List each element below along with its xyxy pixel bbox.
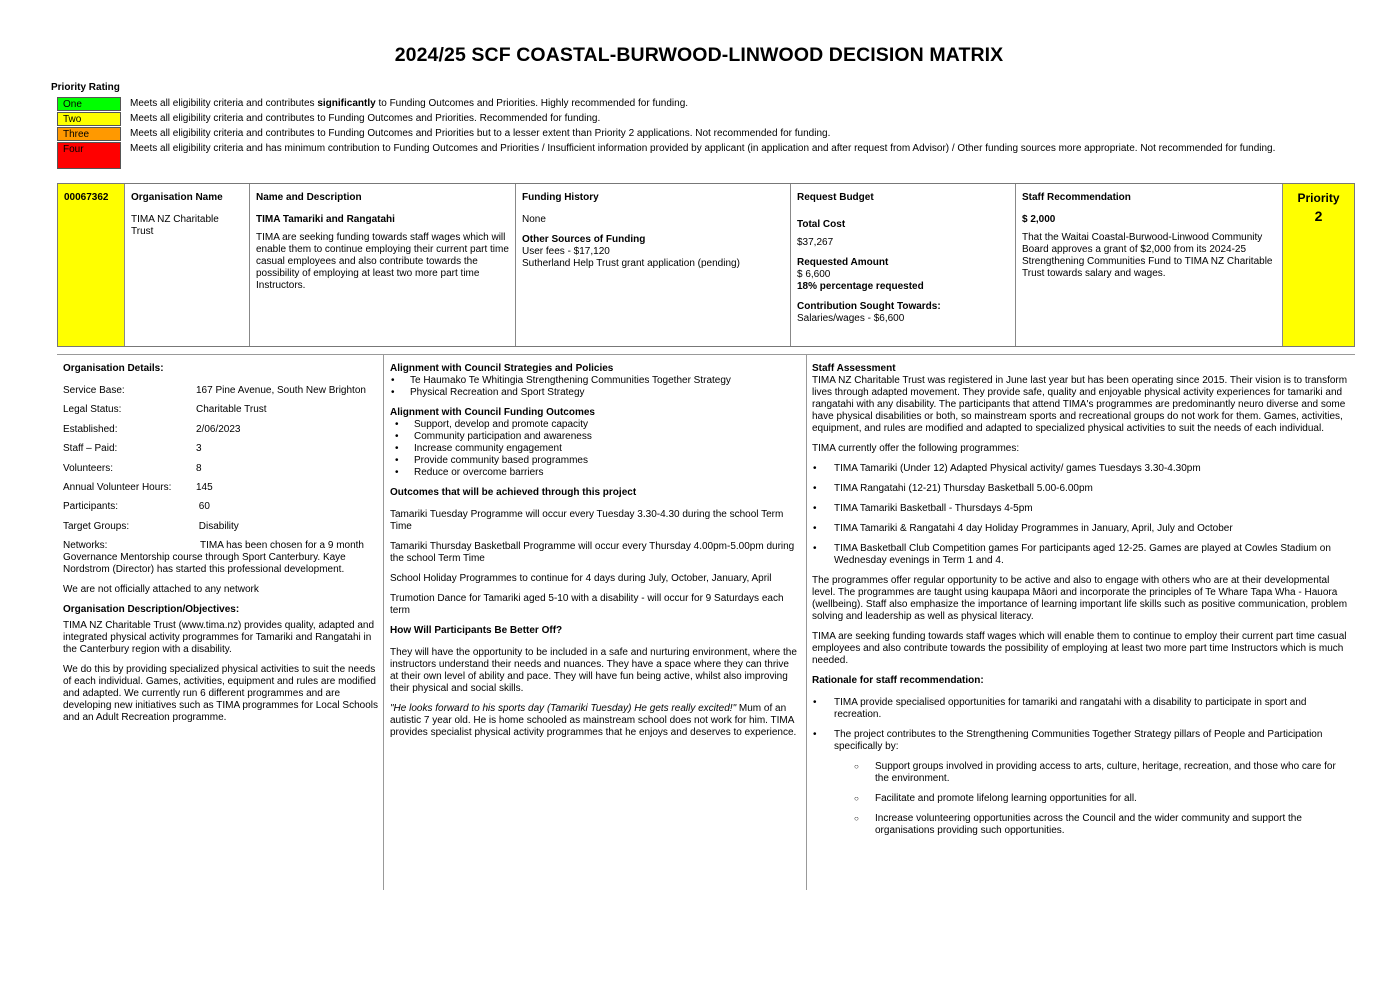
name-description-header: Name and Description <box>256 192 362 203</box>
achieved-heading: Outcomes that will be achieved through this project <box>390 487 637 498</box>
org-detail-row: Service Base: 167 Pine Avenue, South New Brighton <box>63 385 366 396</box>
total-cost-label: Total Cost <box>797 219 846 230</box>
priority-swatch: Three <box>57 127 121 141</box>
column-divider <box>806 355 807 890</box>
organisation-name-cell <box>125 184 250 346</box>
networks-text: Governance Mentorship course through Sport Canterbury. Kaye Nordstrom (Director) has started this professional development. <box>63 552 346 576</box>
priority-rating-heading: Priority Rating <box>51 82 120 93</box>
list-item: • Increase community engagement <box>394 443 800 455</box>
org-detail-row: Volunteers: 8 <box>63 462 202 474</box>
organisation-name-header: Organisation Name <box>131 192 223 203</box>
staff-recommendation-header: Staff Recommendation <box>1022 192 1131 203</box>
org-detail-row: Staff – Paid: 3 <box>63 443 202 455</box>
outcomes-list <box>390 419 800 479</box>
list-item: • Reduce or overcome barriers <box>394 467 800 479</box>
list-item: • TIMA Tamariki & Rangatahi 4 day Holiday Programmes in January, April, July and October <box>812 523 1350 535</box>
organisation-description: TIMA NZ Charitable Trust (www.tima.nz) provides quality, adapted and integrated physical activity programmes for Tamariki and Rangatahi in the Canterbury region with a disability. <box>63 620 375 656</box>
list-item: • TIMA provide specialised opportunities for tamariki and rangatahi with a disability to participate in sport and recreation. <box>812 697 1350 721</box>
application-summary-table <box>57 183 1355 347</box>
list-item: • TIMA Tamariki Basketball - Thursdays 4-5pm <box>812 503 1350 515</box>
organisation-description-heading: Organisation Description/Objectives: <box>63 604 240 616</box>
requested-amount: $ 6,600 <box>797 269 831 280</box>
priority-description: Meets all eligibility criteria and contributes to Funding Outcomes and Priorities but to a lesser extent than Priority 2 applications. Not recommended for funding. <box>130 128 831 139</box>
name-description-cell <box>250 184 516 346</box>
priority-description: Meets all eligibility criteria and contributes to Funding Outcomes and Priorities. Recommended for funding. <box>130 113 601 124</box>
list-item: • The project contributes to the Strengthening Communities Together Strategy pillars of People and Participation specifically by: <box>812 729 1350 753</box>
funding-history-cell <box>516 184 791 346</box>
org-detail-row: Participants: 60 <box>63 501 210 513</box>
list-item: ○ Support groups involved in providing access to arts, culture, heritage, recreation, and those who care for the environment. <box>812 761 1350 785</box>
strategies-heading: Alignment with Council Strategies and Policies <box>390 363 614 374</box>
org-detail-row: Established: 2/06/2023 <box>63 423 241 435</box>
list-item: • Physical Recreation and Sport Strategy <box>390 387 800 399</box>
org-detail-row: Annual Volunteer Hours: 145 <box>63 481 213 493</box>
attachment-note: We are not officially attached to any network <box>63 584 259 596</box>
staff-recommendation-text: That the Waitai Coastal-Burwood-Linwood Community Board approves a grant of $2,000 from its 2024-25 Strengthening Communities Fund to TIMA NZ Charitable Trust towards salary and wages. <box>1022 232 1273 279</box>
project-name: TIMA Tamariki and Rangatahi <box>256 214 395 225</box>
list-item: ○ Facilitate and promote lifelong learning opportunities for all. <box>812 793 1350 805</box>
requested-amount-label: Requested Amount <box>797 257 889 268</box>
priority-cell <box>1283 184 1354 346</box>
other-source: User fees - $17,120 <box>522 246 610 257</box>
priority-swatch: Four <box>57 142 121 169</box>
section-divider <box>57 354 1355 355</box>
achieved-item: Tamariki Tuesday Programme will occur every Tuesday 3.30-4.30 during the school Term Time <box>390 509 784 532</box>
priority-swatch: Two <box>57 112 121 126</box>
column-divider <box>383 355 384 890</box>
other-sources-label: Other Sources of Funding <box>522 234 646 245</box>
priority-swatch: One <box>57 97 121 111</box>
request-budget-cell <box>791 184 1016 346</box>
outcomes-heading: Alignment with Council Funding Outcomes <box>390 407 595 418</box>
pillars-list <box>812 761 1350 837</box>
better-off-heading: How Will Participants Be Better Off? <box>390 625 563 636</box>
organisation-name: TIMA NZ Charitable Trust <box>131 214 219 237</box>
org-detail-row: Target Groups: Disability <box>63 520 239 532</box>
priority-description: Meets all eligibility criteria and has minimum contribution to Funding Outcomes and Priorities / Insufficient information provided by applicant (in application and after request from Advisor) / Other funding sources more appropriate. Not recommended for funding. <box>130 143 1276 154</box>
strategies-list <box>390 375 800 399</box>
rationale-heading: Rationale for staff recommendation: <box>812 675 984 686</box>
list-item: ○ Increase volunteering opportunities across the Council and the wider community and support the organisations providing such opportunities. <box>812 813 1350 837</box>
contribution-value: Salaries/wages - $6,600 <box>797 313 905 324</box>
list-item: • TIMA Tamariki (Under 12) Adapted Physical activity/ games Tuesdays 3.30-4.30pm <box>812 463 1350 475</box>
percentage-requested: 18% percentage requested <box>797 281 924 292</box>
page-title: 2024/25 SCF COASTAL-BURWOOD-LINWOOD DECISION MATRIX <box>394 44 1004 66</box>
priority-value: 2 <box>1314 208 1323 224</box>
project-description: TIMA are seeking funding towards staff wages which will enable them to continue employing their current part time casual employees and also contribute towards the possibility of employing at least two more part time Instructors. <box>256 232 509 291</box>
contribution-label: Contribution Sought Towards: <box>797 301 941 312</box>
org-detail-row: Legal Status: Charitable Trust <box>63 404 267 416</box>
request-budget-header: Request Budget <box>797 192 874 203</box>
application-id: 00067362 <box>64 192 109 203</box>
total-cost: $37,267 <box>797 237 834 248</box>
assessment-paragraph: TIMA are seeking funding towards staff wages which will enable them to continue to employ their current part time casual employees and also contribute towards the possibility of employing at least two more part time Instructors which is much needed. <box>812 631 1347 666</box>
list-item: • Te Haumako Te Whitingia Strengthening Communities Together Strategy <box>390 375 800 387</box>
funding-history: None <box>522 214 546 225</box>
priority-description: Meets all eligibility criteria and contributes significantly to Funding Outcomes and Priorities. Highly recommended for funding. <box>130 98 689 109</box>
alignment-column <box>390 363 800 747</box>
organisation-details-heading: Organisation Details: <box>63 363 164 374</box>
staff-recommendation-amount: $ 2,000 <box>1022 214 1056 225</box>
assessment-paragraph: TIMA currently offer the following programmes: <box>812 443 1020 454</box>
application-id-cell <box>58 184 125 346</box>
staff-recommendation-cell <box>1016 184 1283 346</box>
programmes-list <box>812 463 1350 567</box>
assessment-paragraph: The programmes offer regular opportunity to be active and also to engage with others who are at their developmental level. The programmes are taught using kaupapa Māori and incorporate the principles of Te Whare Tapa Wha - Hauora (wellbeing). Staff also emphasize the importance of learning important life skills such as positive communication, problem solving and leadership as well as physical literacy. <box>812 575 1348 622</box>
better-off-text: They will have the opportunity to be included in a safe and nurturing environment, where the instructors understand their needs and nuances. They have a space where they can thrive at their own level of ability and pace. They will have fun being active, whilst also improving their physical and social skills. <box>390 647 797 694</box>
funding-history-header: Funding History <box>522 192 599 203</box>
priority-header: Priority <box>1297 191 1340 205</box>
staff-assessment-column <box>812 363 1350 845</box>
list-item: • TIMA Rangatahi (12-21) Thursday Basketball 5.00-6.00pm <box>812 483 1350 495</box>
list-item: • Support, develop and promote capacity <box>394 419 800 431</box>
list-item: • Provide community based programmes <box>394 455 800 467</box>
list-item: • Community participation and awareness <box>394 431 800 443</box>
organisation-description: We do this by providing specialized physical activities to suit the needs of each individual. Games, activities, equipment and rules are modified and adapted. We currently run 6 different programmes and are developing new initiatives such as TIMA programmes for Local Schools and an Adult Recreation programme. <box>63 664 378 724</box>
participant-quote: "He looks forward to his sports day (Tamariki Tuesday) He gets really excited!" Mum of an autistic 7 year old. He is home schooled as mainstream school does not work for him. TIMA provides specialist physical activity programmes that he enjoys and deserves to experience. <box>390 703 797 738</box>
rationale-list <box>812 697 1350 753</box>
networks-row: Networks: TIMA has been chosen for a 9 month <box>63 540 364 552</box>
staff-assessment-heading: Staff Assessment <box>812 363 896 374</box>
achieved-item: Trumotion Dance for Tamariki aged 5-10 with a disability - will occur for 9 Saturdays each term <box>390 593 784 616</box>
achieved-item: School Holiday Programmes to continue for 4 days during July, October, January, April <box>390 573 772 584</box>
list-item: • TIMA Basketball Club Competition games For participants aged 12-25. Games are played at Cowles Stadium on Wednesday evenings in Term 1 and 4. <box>812 543 1350 567</box>
other-source: Sutherland Help Trust grant application (pending) <box>522 258 740 269</box>
achieved-item: Tamariki Thursday Basketball Programme will occur every Thursday 4.00pm-5.00pm during the school Term Time <box>390 541 795 564</box>
organisation-details-column <box>63 363 379 732</box>
assessment-paragraph: TIMA NZ Charitable Trust was registered in June last year but has been operating since 2015. Their vision is to transform lives through adapted movement. They provide safe, quality and enjoyable physical activity experiences for tamariki and rangatahi with any disability. The participants that attend TIMA's programmes are predominantly neuro diverse and some have physical disabilities or both, so mainstream sports and recreational groups do not work for them. Games, activities, equipment, and rules are modified and adapted to specialized physical activities to suit the needs of each individual. <box>812 375 1348 434</box>
